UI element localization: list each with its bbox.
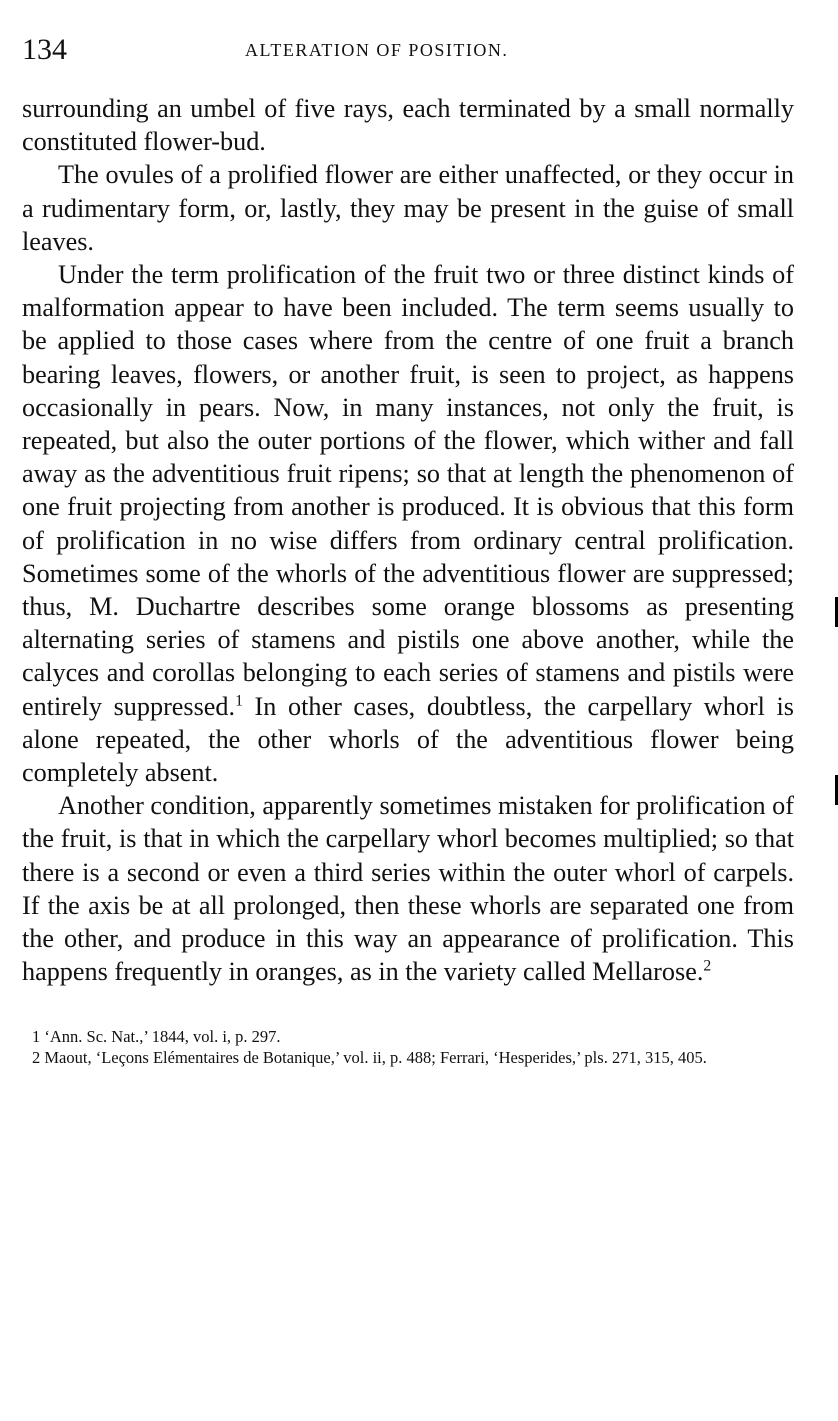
footnote-2: 2 Maout, ‘Leçons Elémentaires de Botanique,’ vol. ii, p. 488; Ferrari, ‘Hesperides,’ pls. 271, 315, 405. [32, 1048, 707, 1068]
book-page [22, 30, 794, 1068]
footnote-marker-1: 1 [235, 691, 243, 709]
paragraph-prolification-fruit-text: Under the term prolification of the fruit two or three distinct kinds of malformation appear to have been included. The term seems usually to be applied to those cases where from the centre of one fruit a branch bearing leaves, flowers, or another fruit, is seen to project, as happens occasionally in pears. Now, in many instances, not only the fruit, is repeated, but also the outer portions of the flower, which wither and fall away as the adventitious fruit ripens; so that at length the phenomenon of one fruit projecting from another is produced. It is obvious that this form of prolification in no wise differs from ordinary central prolification. Sometimes some of the whorls of the adventitious flower are suppressed; thus, M. Duchartre describes some orange blossoms as presenting alternating series of stamens and pistils one above another, while the calyces and corollas belonging to each series of stamens and pistils were entirely suppressed. [22, 260, 794, 721]
running-title: ALTERATION OF POSITION. [245, 40, 509, 60]
footnote-1: 1 ‘Ann. Sc. Nat.,’ 1844, vol. i, p. 297. [32, 1027, 281, 1047]
footnotes [22, 1026, 794, 1068]
paragraph-other-cases-text: In other cases, doubtless, the carpellary whorl is alone repeated, the other whorls of the adventitious flower being completely absent. [22, 691, 794, 788]
page-header [22, 30, 794, 70]
footnote-marker-2: 2 [703, 957, 712, 975]
paragraph-carpellary-whorl-text: Another condition, apparently sometimes mistaken for prolification of the fruit, is that in which the carpellary whorl becomes multiplied; so that there is a second or even a third series within the outer whorl of carpels. If the axis be at all prolonged, then these whorls are separated one from the other, and produce in this way an appearance of prolification. This happens frequently in oranges, as in the variety called Mellarose. [22, 791, 794, 987]
paragraph-ovules: The ovules of a prolified flower are either unaffected, or they occur in a rudimentary form, or, lastly, they may be present in the guise of small leaves. [22, 160, 794, 256]
page-number: 134 [22, 33, 67, 66]
paragraph-carpellary-whorl [22, 789, 794, 988]
paragraph-prolification-fruit [22, 258, 794, 789]
main-text [22, 92, 794, 988]
paragraph-continuation: surrounding an umbel of five rays, each terminated by a small normally constituted flower-bud. [22, 94, 794, 157]
